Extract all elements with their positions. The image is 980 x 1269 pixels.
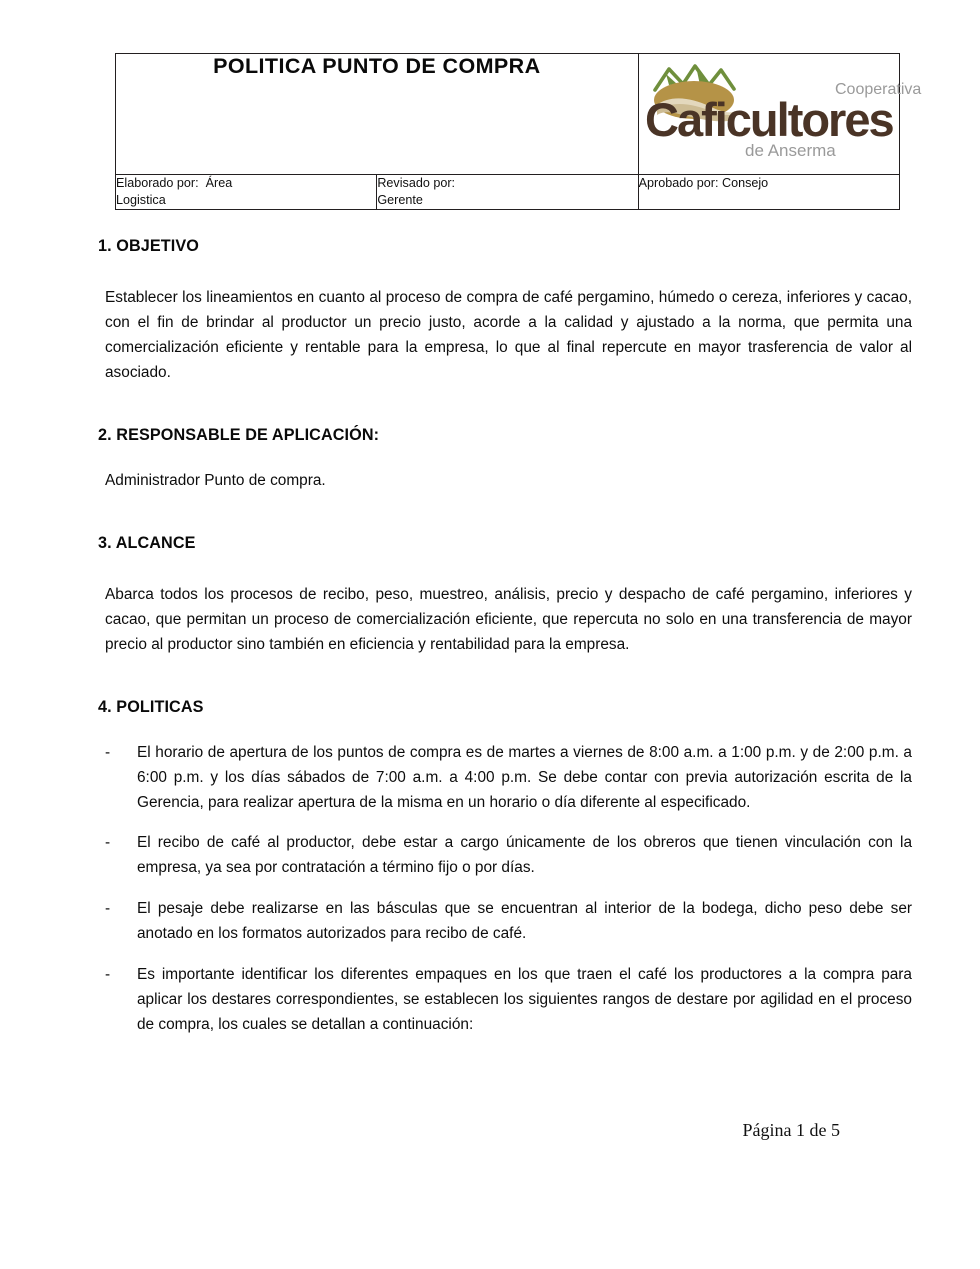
section-heading-alcance: 3. ALCANCE: [98, 533, 196, 552]
document-title-cell: [116, 54, 639, 175]
section-body-objetivo: Establecer los lineamientos en cuanto al proceso de compra de café pergamino, húmedo o cereza, inferiores y cacao, con el fin de brindar al productor un precio justo, acorde a la calidad y ajustado a la norma, que permita una comercialización eficiente y rentable para la empresa, lo que al final repercute en mayor trasferencia de valor al asociado.: [105, 289, 912, 381]
document-header-table: [115, 53, 921, 210]
meta-elaborado-line1: Elaborado por: Área: [116, 176, 233, 190]
logo-brand-text: Caficultores: [644, 93, 893, 146]
header-title-row: [116, 54, 900, 175]
meta-revisado-line1: Revisado por:: [377, 176, 456, 190]
bullet-dash-icon: -: [105, 900, 111, 918]
list-item-text: El recibo de café al productor, debe estar a cargo únicamente de los obreros que tienen vinculación con la empresa, ya sea por contratación a término fijo o por días.: [137, 834, 912, 877]
bullet-dash-icon: -: [105, 834, 111, 852]
list-item-text: Es importante identificar los diferentes empaques en los que traen el café los productores a la compra para aplicar los destares correspondientes, se establecen los siguientes rangos de destare por agilidad en el proceso de compra, los cuales se detallan a continuación:: [137, 966, 912, 1034]
document-body: [0, 215, 980, 1038]
section-body-alcance: Abarca todos los procesos de recibo, peso, muestreo, análisis, precio y despacho de café pergamino, inferiores y cacao, que permitan un proceso de comercialización eficiente, que repercuta no solo en una transferencia de mayor precio al productor sino también en eficiencia y rentabilidad para la empresa.: [105, 585, 912, 653]
logo-graphic: [639, 54, 929, 162]
meta-elaborado-line2: Logistica: [116, 193, 166, 207]
meta-aprobado-line1: Aprobado por: Consejo: [638, 176, 769, 190]
logo-cell: [638, 54, 921, 175]
list-item: [0, 963, 980, 1038]
meta-revisado-line2: Gerente: [377, 193, 423, 207]
meta-cell-aprobado: [638, 175, 899, 210]
bullet-dash-icon: -: [105, 743, 111, 761]
section-body-responsable: Administrador Punto de compra.: [105, 471, 326, 489]
list-item: [0, 831, 980, 881]
section-heading-politicas: 4. POLITICAS: [98, 697, 204, 716]
page-title: POLITICA PUNTO DE COMPRA: [213, 54, 541, 78]
list-item: [0, 897, 980, 947]
list-item-text: El horario de apertura de los puntos de compra es de martes a viernes de 8:00 a.m. a 1:00 p.m. y de 2:00 p.m. a 6:00 p.m. y los días sábados de 7:00 a.m. a 4:00 p.m. Se debe contar con previa autorización escrita de la Gerencia, para realizar apertura de la misma en un horario o día diferente al especificado.: [137, 743, 912, 811]
page-footer: [0, 1120, 980, 1141]
bullet-dash-icon: -: [105, 966, 111, 984]
cooperativa-caficultores-logo: [639, 54, 929, 162]
meta-cell-elaborado: [116, 175, 377, 210]
logo-de-anserma-text: de Anserma: [744, 141, 836, 160]
header-meta-row: [116, 175, 900, 210]
politicas-bullet-list: [0, 741, 980, 1039]
section-heading-responsable: 2. RESPONSABLE DE APLICACIÓN:: [98, 425, 380, 444]
meta-cell-revisado: [377, 175, 638, 210]
logo-cooperativa-text: Cooperativa: [834, 81, 921, 98]
page-number-label: Página 1 de 5: [742, 1120, 840, 1140]
list-item-text: El pesaje debe realizarse en las básculas que se encuentran al interior de la bodega, dicho peso debe ser anotado en los formatos autorizados para recibo de café.: [137, 900, 912, 943]
section-heading-objetivo: 1. OBJETIVO: [98, 237, 199, 255]
list-item: [0, 741, 980, 816]
